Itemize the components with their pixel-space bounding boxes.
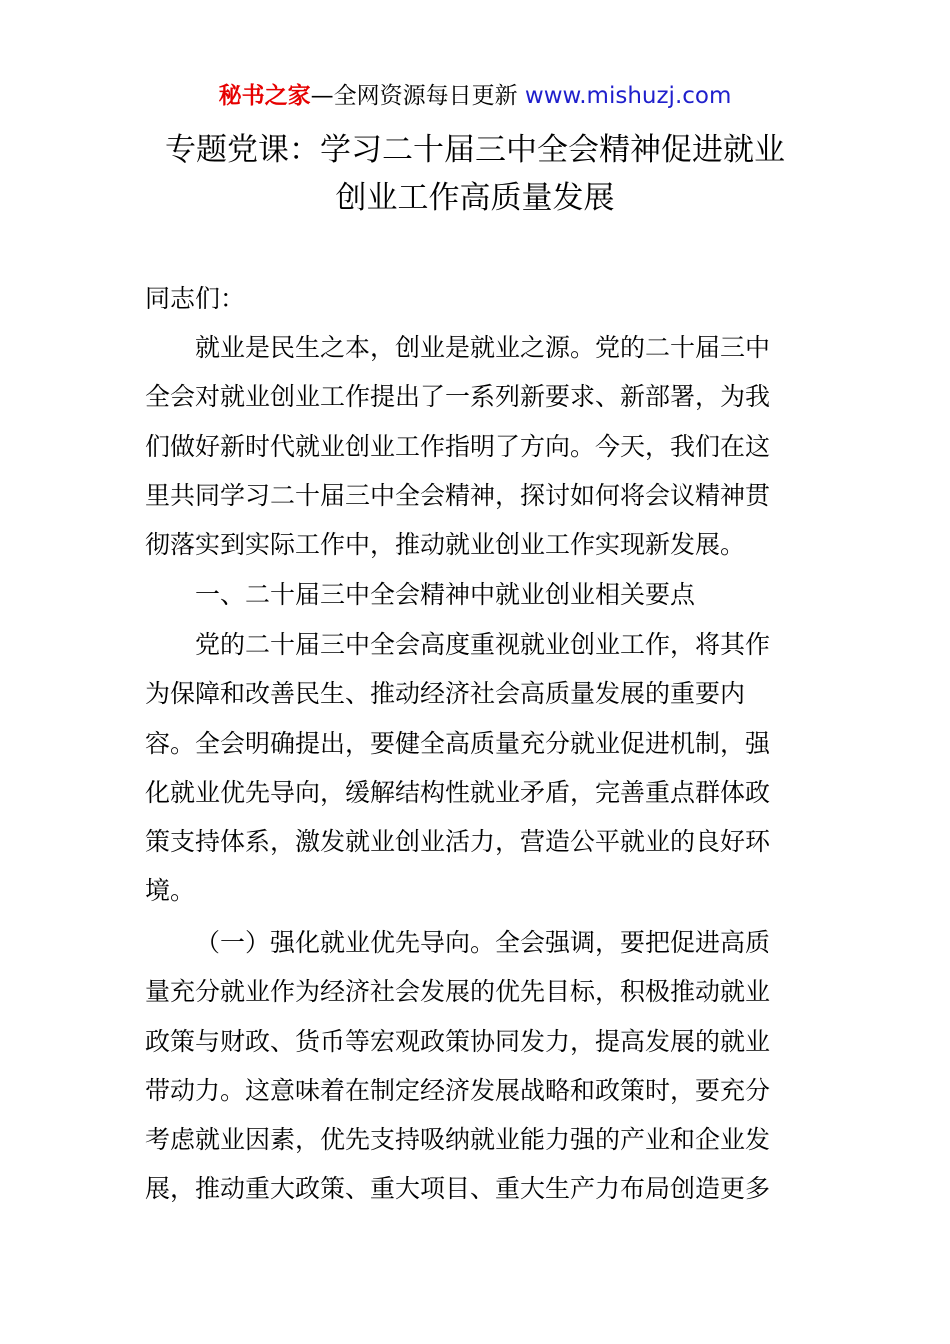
site-header (0, 80, 950, 112)
section-heading-text: 一、二十届三中全会精神中就业创业相关要点 (195, 580, 696, 609)
salutation-text: 同志们： (145, 284, 246, 313)
paragraph-line: 展，推动重大政策、重大项目、重大生产力布局创造更多 (145, 1174, 771, 1204)
paragraph-subsection-1 (145, 918, 810, 1214)
paragraph-line: （一）强化就业优先导向。全会强调，要把促进高质 (195, 928, 771, 957)
section-heading-1 (145, 570, 810, 619)
paragraph-section-1 (145, 620, 810, 916)
paragraph-line: 带动力。这意味着在制定经济发展战略和政策时，要充分 (145, 1075, 771, 1105)
document-title-line-2: 创业工作高质量发展 (335, 180, 615, 216)
paragraph-line: 就业是民生之本，创业是就业之源。党的二十届三中 (195, 333, 771, 362)
paragraph-line: 容。全会明确提出，要健全高质量充分就业促进机制，强 (145, 728, 771, 758)
paragraph-line: 量充分就业作为经济社会发展的优先目标，积极推动就业 (145, 977, 771, 1007)
paragraph-line: 政策与财政、货币等宏观政策协同发力，提高发展的就业 (145, 1026, 771, 1056)
paragraph-line: 彻落实到实际工作中，推动就业创业工作实现新发展。 (145, 530, 746, 560)
document-title-line-1: 专题党课：学习二十届三中全会精神促进就业 (165, 132, 785, 168)
paragraph-line: 党的二十届三中全会高度重视就业创业工作，将其作 (195, 630, 771, 659)
paragraph-line: 考虑就业因素，优先支持吸纳就业能力强的产业和企业发 (145, 1125, 771, 1155)
paragraph-line: 全会对就业创业工作提出了一系列新要求、新部署，为我 (145, 382, 771, 412)
site-url-link[interactable]: www.mishuzj.com (524, 83, 732, 109)
paragraph-line: 化就业优先导向，缓解结构性就业矛盾，完善重点群体政 (145, 777, 771, 807)
paragraph-line: 为保障和改善民生、推动经济社会高质量发展的重要内 (145, 679, 746, 709)
paragraph-line: 们做好新时代就业创业工作指明了方向。今天，我们在这 (145, 431, 771, 461)
salutation (145, 274, 810, 323)
paragraph-intro (145, 323, 810, 569)
paragraph-line: 策支持体系，激发就业创业活力，营造公平就业的良好环 (145, 827, 771, 857)
paragraph-line: 里共同学习二十届三中全会精神，探讨如何将会议精神贯 (145, 480, 771, 510)
paragraph-line: 境。 (145, 876, 196, 906)
header-tagline: —全网资源每日更新 (310, 83, 518, 109)
brand-name: 秘书之家 (218, 83, 311, 109)
